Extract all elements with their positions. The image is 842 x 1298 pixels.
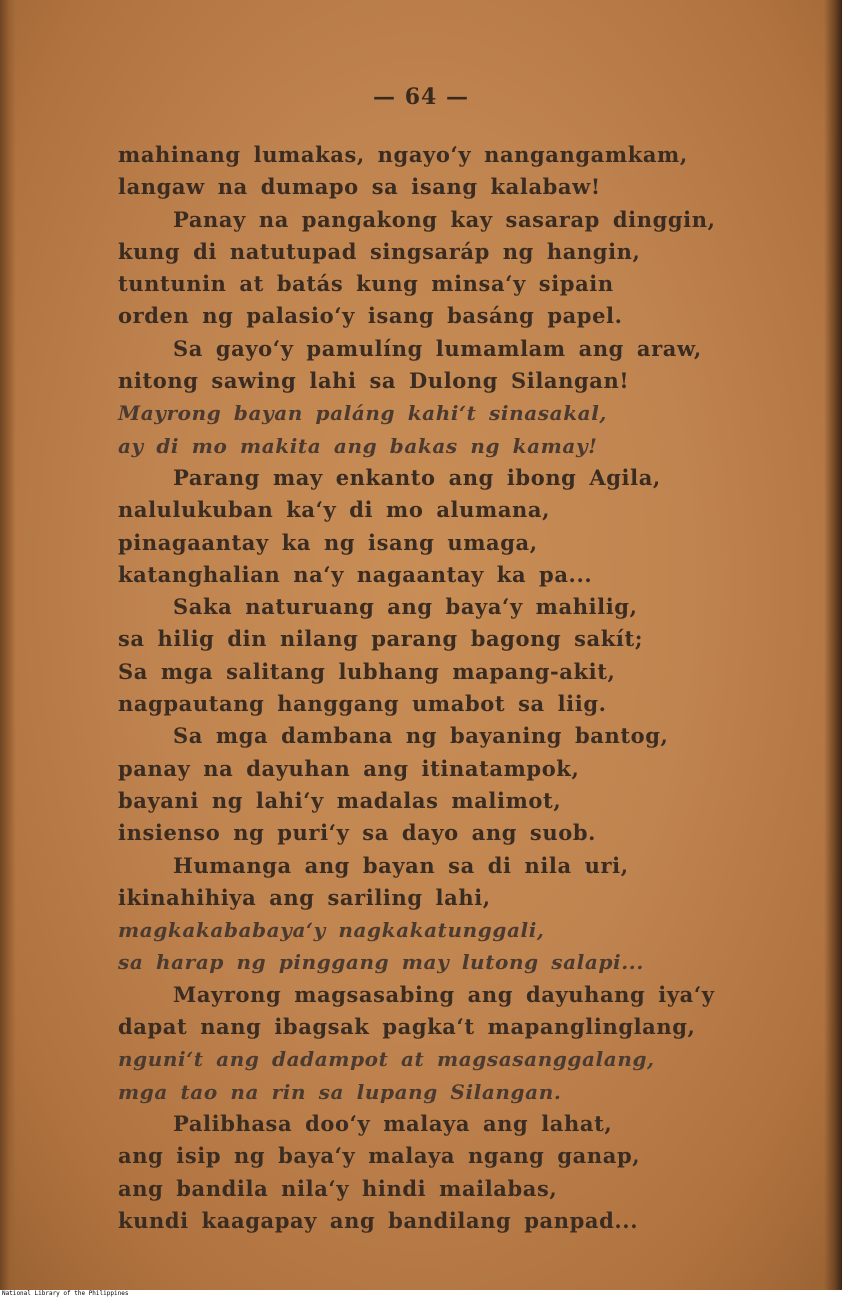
- stanza-first-line: Sa mga dambana ng bayaning bantog,: [173, 723, 669, 749]
- stanza-first-line: Parang may enkanto ang ibong Agila,: [173, 464, 661, 490]
- poem-line: ikinahihiya ang sariling lahi,: [118, 884, 491, 910]
- page-edge-shadow: [824, 0, 842, 1290]
- poem-line: mga tao na rin sa lupang Silangan.: [118, 1079, 562, 1104]
- stanza-first-line: Sa gayo‘y pamulíng lumamlam ang araw,: [173, 335, 702, 361]
- poem-line: Mayrong bayan paláng kahi‘t sinasakal,: [118, 401, 607, 426]
- stanza-first-line: Humanga ang bayan sa di nila uri,: [173, 852, 629, 878]
- poem-line: ay di mo makita ang bakas ng kamay!: [118, 433, 598, 458]
- poem-line: ang bandila nila‘y hindi mailabas,: [118, 1175, 558, 1201]
- poem-line: kung di natutupad singsaráp ng hangin,: [118, 238, 641, 264]
- poem-line: langaw na dumapo sa isang kalabaw!: [118, 174, 601, 200]
- poem-line: sa harap ng pinggang may lutong salapi...: [118, 950, 644, 975]
- poem-line: panay na dayuhan ang itinatampok,: [118, 755, 580, 781]
- poem-line: bayani ng lahi‘y madalas malimot,: [118, 787, 562, 813]
- page-binding-shadow: [0, 0, 16, 1290]
- poem-line: magkakababaya‘y nagkakatunggali,: [118, 918, 545, 943]
- stanza-first-line: Mayrong magsasabing ang dayuhang iya‘y: [173, 981, 715, 1007]
- poem-line: ang isip ng baya‘y malaya ngang ganap,: [118, 1143, 641, 1169]
- poem-line: insienso ng puri‘y sa dayo ang suob.: [118, 820, 597, 846]
- poem-body: [118, 139, 738, 1237]
- footer-credit: National Library of the Philippines: [2, 1290, 129, 1297]
- poem-line: kundi kaagapay ang bandilang panpad...: [118, 1207, 639, 1233]
- poem-line: sa hilig din nilang parang bagong sakít;: [118, 626, 644, 652]
- poem-line: dapat nang ibagsak pagka‘t mapanglinglang,: [118, 1014, 696, 1040]
- poem-line: nguni‘t ang dadampot at magsasanggalang,: [118, 1047, 655, 1072]
- stanza-first-line: Panay na pangakong kay sasarap dinggin,: [173, 206, 716, 232]
- poem-line: nalulukuban ka‘y di mo alumana,: [118, 497, 551, 523]
- page-number: — 64 —: [373, 84, 469, 110]
- poem-line: orden ng palasio‘y isang basáng papel.: [118, 303, 623, 329]
- poem-line: pinagaantay ka ng isang umaga,: [118, 529, 538, 555]
- poem-line: nitong sawing lahi sa Dulong Silangan!: [118, 368, 630, 394]
- poem-line: tuntunin at batás kung minsa‘y sipain: [118, 271, 614, 297]
- poem-line: nagpautang hanggang umabot sa liig.: [118, 691, 607, 717]
- stanza-first-line: Saka naturuang ang baya‘y mahilig,: [173, 594, 638, 620]
- poem-line: katanghalian na‘y nagaantay ka pa...: [118, 561, 593, 587]
- poem-line: Sa mga salitang lubhang mapang-akit,: [118, 658, 616, 684]
- poem-line: mahinang lumakas, ngayo‘y nangangamkam,: [118, 142, 688, 167]
- stanza-first-line: Palibhasa doo‘y malaya ang lahat,: [173, 1110, 613, 1136]
